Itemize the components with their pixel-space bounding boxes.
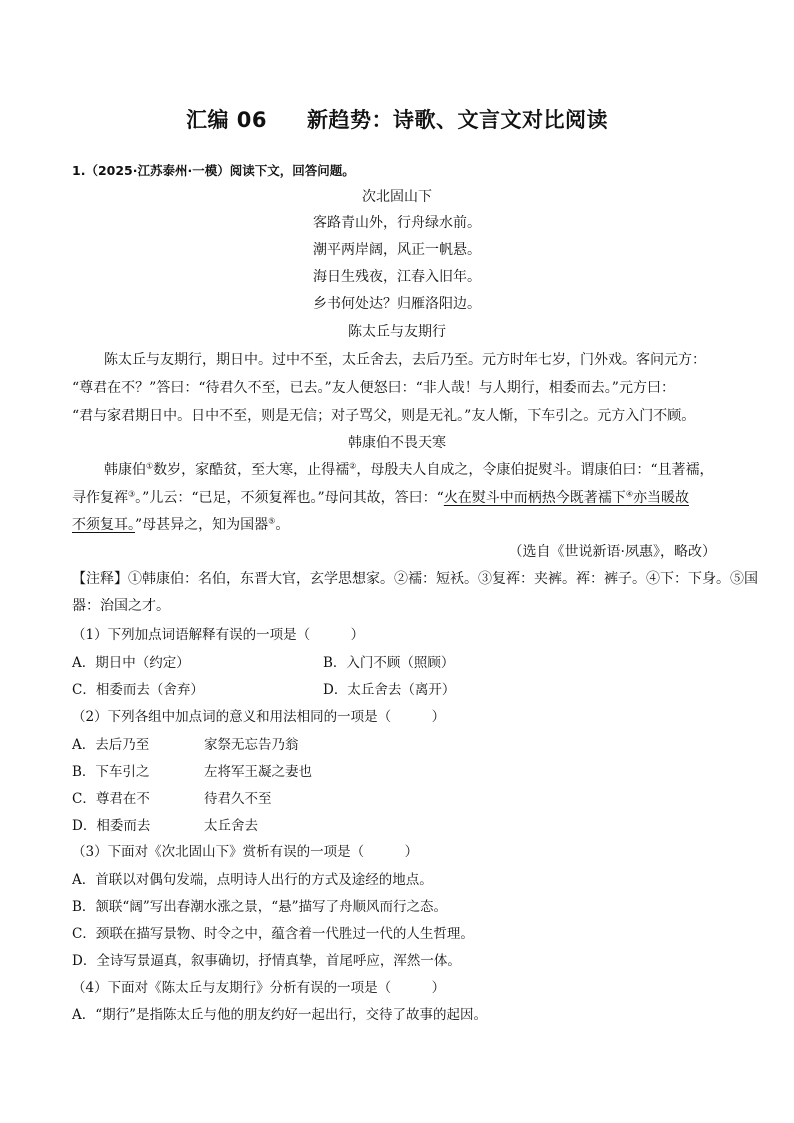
question-header: 1.（2025·江苏泰州·一模）阅读下文，回答问题。 bbox=[72, 163, 355, 178]
option-b: B．颔联“阔”写出春潮水涨之景，“悬”描写了舟顺风而行之态。 bbox=[72, 899, 448, 915]
option-d-pair: 太丘舍去 bbox=[204, 818, 258, 834]
footnote-marker: ④ bbox=[625, 489, 633, 499]
passage1-title: 陈太丘与友期行 bbox=[348, 324, 446, 340]
passage2-title: 韩康伯不畏天寒 bbox=[348, 435, 446, 451]
title-text: 新趋势：诗歌、文言文对比阅读 bbox=[307, 108, 609, 132]
poem-line: 潮平两岸阔，风正一帆悬。 bbox=[313, 242, 481, 258]
poem-title: 次北固山下 bbox=[362, 189, 432, 205]
option-d: D．太丘舍去（离开） bbox=[323, 682, 456, 698]
question-stem: （1）下列加点词语解释有误的一项是（ ） bbox=[72, 627, 365, 643]
option-a: A．期日中（约定） bbox=[72, 655, 190, 671]
passage1-line: 陈太丘与友期行，期日中。过中不至，太丘舍去，去后乃至。元方时年七岁，门外戏。客问元方： bbox=[104, 352, 706, 368]
option-c: C．颈联在描写景物、时令之中，蕴含着一代胜过一代的人生哲理。 bbox=[72, 926, 474, 942]
page-title bbox=[0, 104, 794, 134]
option-c-pair: 待君久不至 bbox=[204, 791, 272, 807]
passage2-line bbox=[72, 459, 754, 479]
poem-line: 海日生残夜，江春入旧年。 bbox=[313, 269, 481, 285]
footnote-marker: ② bbox=[349, 461, 357, 471]
footnote-marker: ⑤ bbox=[268, 516, 276, 526]
notes-line: 【注释】①韩康伯：名伯，东晋大官，玄学思想家。②襦：短袄。③复裈：夹裤。裈：裤子。④下：下身。⑤国 bbox=[72, 571, 758, 587]
text-span: ”母甚异之，知为国器 bbox=[135, 517, 269, 533]
option-a: A．“期行”是指陈太丘与他的朋友约好一起出行，交待了故事的起因。 bbox=[72, 1007, 488, 1023]
text-span: 数岁，家酷贫，至大寒，止得襦 bbox=[153, 462, 350, 478]
question-stem: （3）下面对《次北固山下》赏析有误的一项是（ ） bbox=[72, 844, 419, 860]
underlined-sentence: 不须复耳。 bbox=[72, 517, 135, 533]
passage1-line: “君与家君期日中。日中不至，则是无信；对子骂父，则是无礼。”友人惭，下车引之。元方入门不顾。 bbox=[72, 408, 696, 424]
text-span: 。 bbox=[275, 517, 290, 533]
source-citation: （选自《世说新语·夙惠》，略改） bbox=[508, 544, 716, 560]
question-stem: （4）下面对《陈太丘与友期行》分析有误的一项是（ ） bbox=[72, 980, 446, 996]
option-c: C．尊君在不 bbox=[72, 791, 150, 807]
text-span: 火在熨斗中而柄热今既著襦下 bbox=[443, 490, 626, 506]
poem-line: 乡书何处达？归雁洛阳边。 bbox=[313, 296, 481, 312]
passage2-line bbox=[72, 487, 722, 507]
poem-line: 客路青山外，行舟绿水前。 bbox=[313, 215, 481, 231]
option-b: B．下车引之 bbox=[72, 764, 150, 780]
option-a: A．去后乃至 bbox=[72, 737, 150, 753]
text-span: ，母殷夫人自成之，令康伯捉熨斗。谓康伯曰：“且著襦， bbox=[356, 462, 714, 478]
option-a: A．首联以对偶句发端，点明诗人出行的方式及途经的地点。 bbox=[72, 872, 433, 888]
passage2-line bbox=[72, 514, 722, 534]
question-stem: （2）下列各组中加点词的意义和用法相同的一项是（ ） bbox=[72, 709, 446, 725]
option-d: D．全诗写景逼真，叙事确切，抒情真挚，首尾呼应，浑然一体。 bbox=[72, 953, 461, 969]
footnote-marker: ① bbox=[146, 461, 154, 471]
option-b-pair: 左将军王凝之妻也 bbox=[204, 764, 312, 780]
option-b: B．入门不顾（照顾） bbox=[323, 655, 455, 671]
footnote-marker: ③ bbox=[128, 489, 136, 499]
underlined-sentence bbox=[444, 490, 689, 506]
notes-line: 器：治国之才。 bbox=[72, 598, 170, 614]
title-code: 汇编 06 bbox=[185, 108, 268, 132]
text-span: 。”儿云：“已足，不须复裈也。”母问其故，答曰：“ bbox=[135, 490, 444, 506]
passage1-line: “尊君在不？”答曰：“待君久不至，已去。”友人便怒曰：“非人哉！与人期行，相委而去。”元方曰： bbox=[72, 380, 675, 396]
option-c: C．相委而去（舍弃） bbox=[72, 682, 204, 698]
text-span: 亦当暖故 bbox=[632, 490, 689, 506]
text-span: 寻作复裈 bbox=[72, 490, 128, 506]
option-d: D．相委而去 bbox=[72, 818, 151, 834]
option-a-pair: 家祭无忘告乃翁 bbox=[204, 737, 299, 753]
text-span: 韩康伯 bbox=[104, 462, 146, 478]
